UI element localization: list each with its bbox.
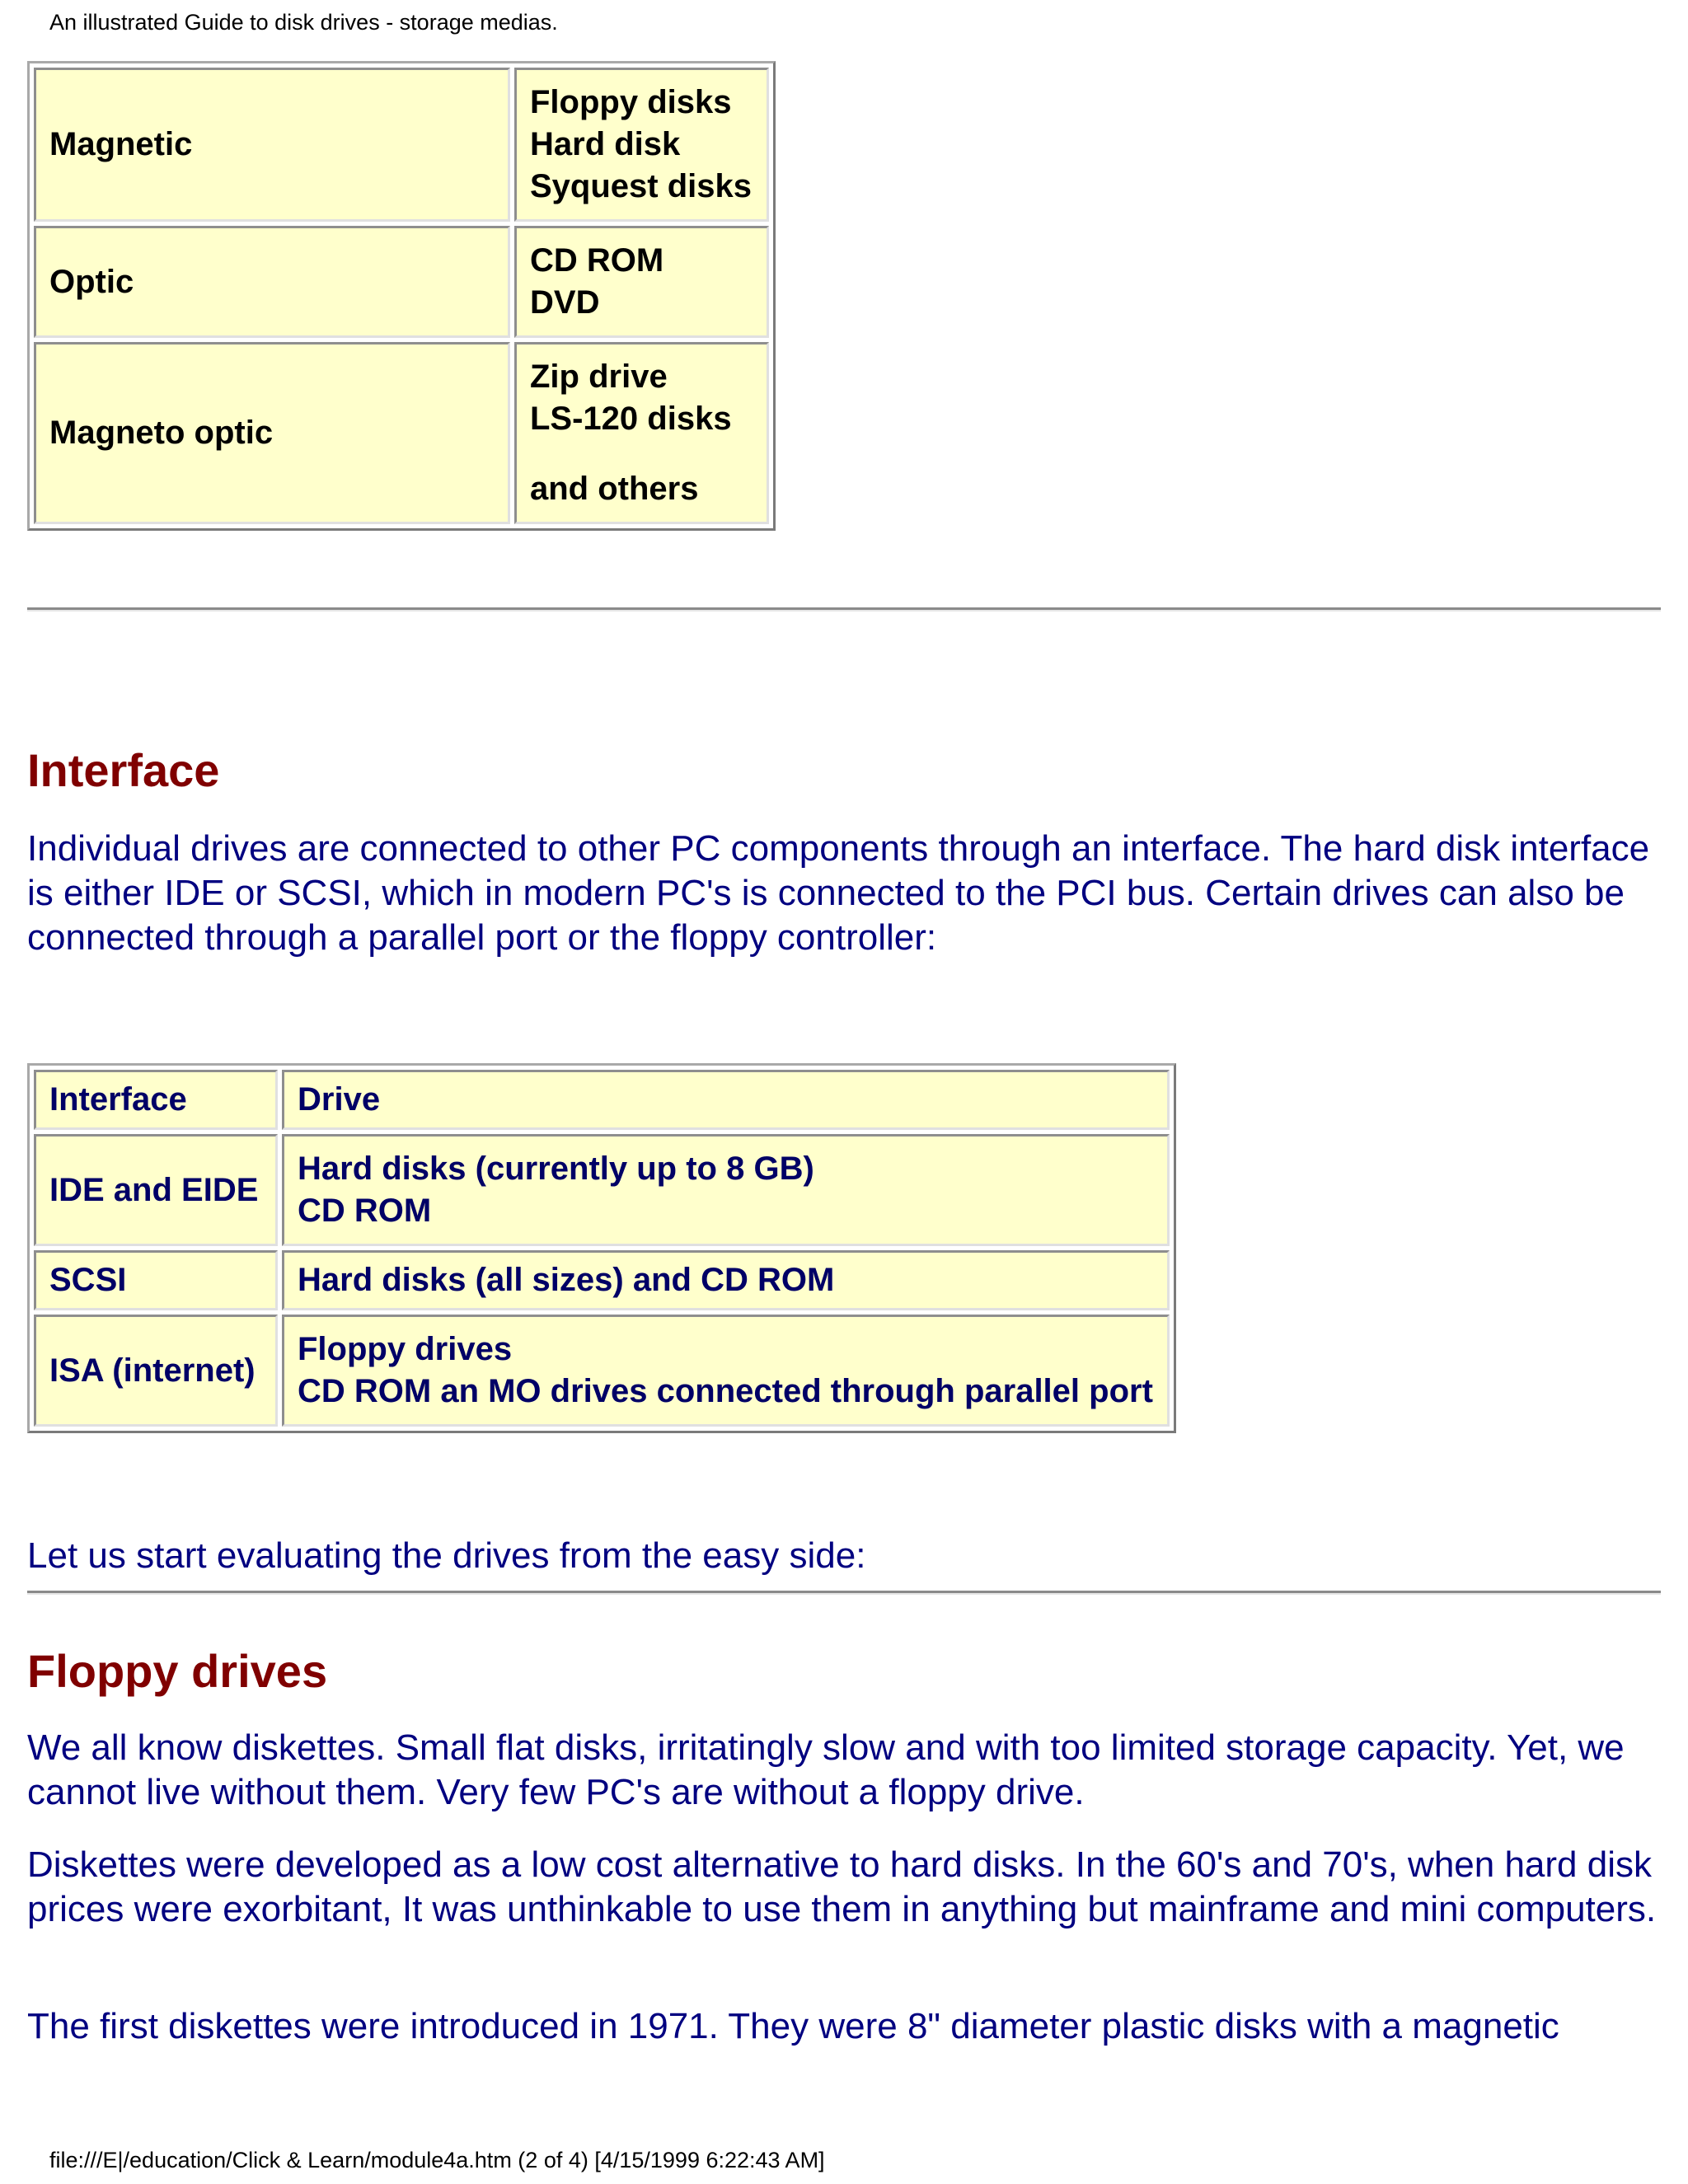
table-row (34, 68, 769, 222)
media-example: Floppy disks (530, 84, 732, 120)
floppy-paragraph: Diskettes were developed as a low cost alternative to hard disks. In the 60's and 70's, when hard disk prices were exorbitant, It was unthinkable to use them in anything but mainframe and mini computers. (27, 1844, 1657, 1929)
drive-line: CD ROM (298, 1193, 432, 1229)
column-header-interface: Interface (34, 1070, 278, 1130)
interface-cell: ISA (internet) (34, 1315, 278, 1427)
media-examples-cell (514, 342, 769, 524)
table-row (34, 1250, 1170, 1310)
interface-heading: Interface (27, 744, 220, 796)
interface-cell: SCSI (34, 1250, 278, 1310)
evaluation-text: Let us start evaluating the drives from the easy side: (27, 1535, 866, 1576)
media-example: DVD (530, 284, 600, 321)
table-row (34, 1315, 1170, 1427)
drive-line: CD ROM an MO drives connected through parallel port (298, 1373, 1153, 1409)
interface-table (27, 1063, 1176, 1433)
page-footer: file:///E|/education/Click & Learn/module4a.htm (2 of 4) [4/15/1999 6:22:43 AM] (49, 2148, 825, 2172)
floppy-heading: Floppy drives (27, 1645, 328, 1697)
media-type-cell: Magnetic (34, 68, 510, 222)
drive-cell: Hard disks (all sizes) and CD ROM (282, 1250, 1170, 1310)
table-row (34, 342, 769, 524)
media-examples-cell (514, 226, 769, 338)
media-example: and others (530, 471, 699, 507)
media-type-cell: Magneto optic (34, 342, 510, 524)
page-header: An illustrated Guide to disk drives - storage medias. (49, 10, 558, 35)
table-row (34, 226, 769, 338)
horizontal-rule (27, 1591, 1661, 1595)
media-example: LS-120 disks (530, 401, 732, 437)
media-example: Hard disk (530, 126, 681, 162)
storage-media-table (27, 61, 776, 531)
media-type-cell: Optic (34, 226, 510, 338)
drive-line: Floppy drives (298, 1331, 513, 1367)
media-example: Zip drive (530, 359, 668, 395)
floppy-paragraph: We all know diskettes. Small flat disks, irritatingly slow and with too limited storage capacity. Yet, we cannot live without them. Very few PC's are without a floppy drive. (27, 1727, 1625, 1812)
horizontal-rule (27, 607, 1661, 612)
media-examples-cell (514, 68, 769, 222)
column-header-drive: Drive (282, 1070, 1170, 1130)
interface-paragraph: Individual drives are connected to other PC components through an interface. The hard disk interface is either IDE or SCSI, which in modern PC's is connected to the PCI bus. Certain drives can also be connected through a parallel port or the floppy controller: (27, 828, 1650, 958)
drive-line: Hard disks (currently up to 8 GB) (298, 1151, 814, 1187)
table-row (34, 1134, 1170, 1246)
media-example: CD ROM (530, 242, 664, 279)
interface-cell: IDE and EIDE (34, 1134, 278, 1246)
line-gap (530, 440, 753, 468)
table-header-row (34, 1070, 1170, 1130)
drive-cell (282, 1134, 1170, 1246)
media-example: Syquest disks (530, 168, 753, 204)
drive-cell (282, 1315, 1170, 1427)
floppy-paragraph: The first diskettes were introduced in 1971. They were 8" diameter plastic disks with a magnetic (27, 2006, 1559, 2046)
